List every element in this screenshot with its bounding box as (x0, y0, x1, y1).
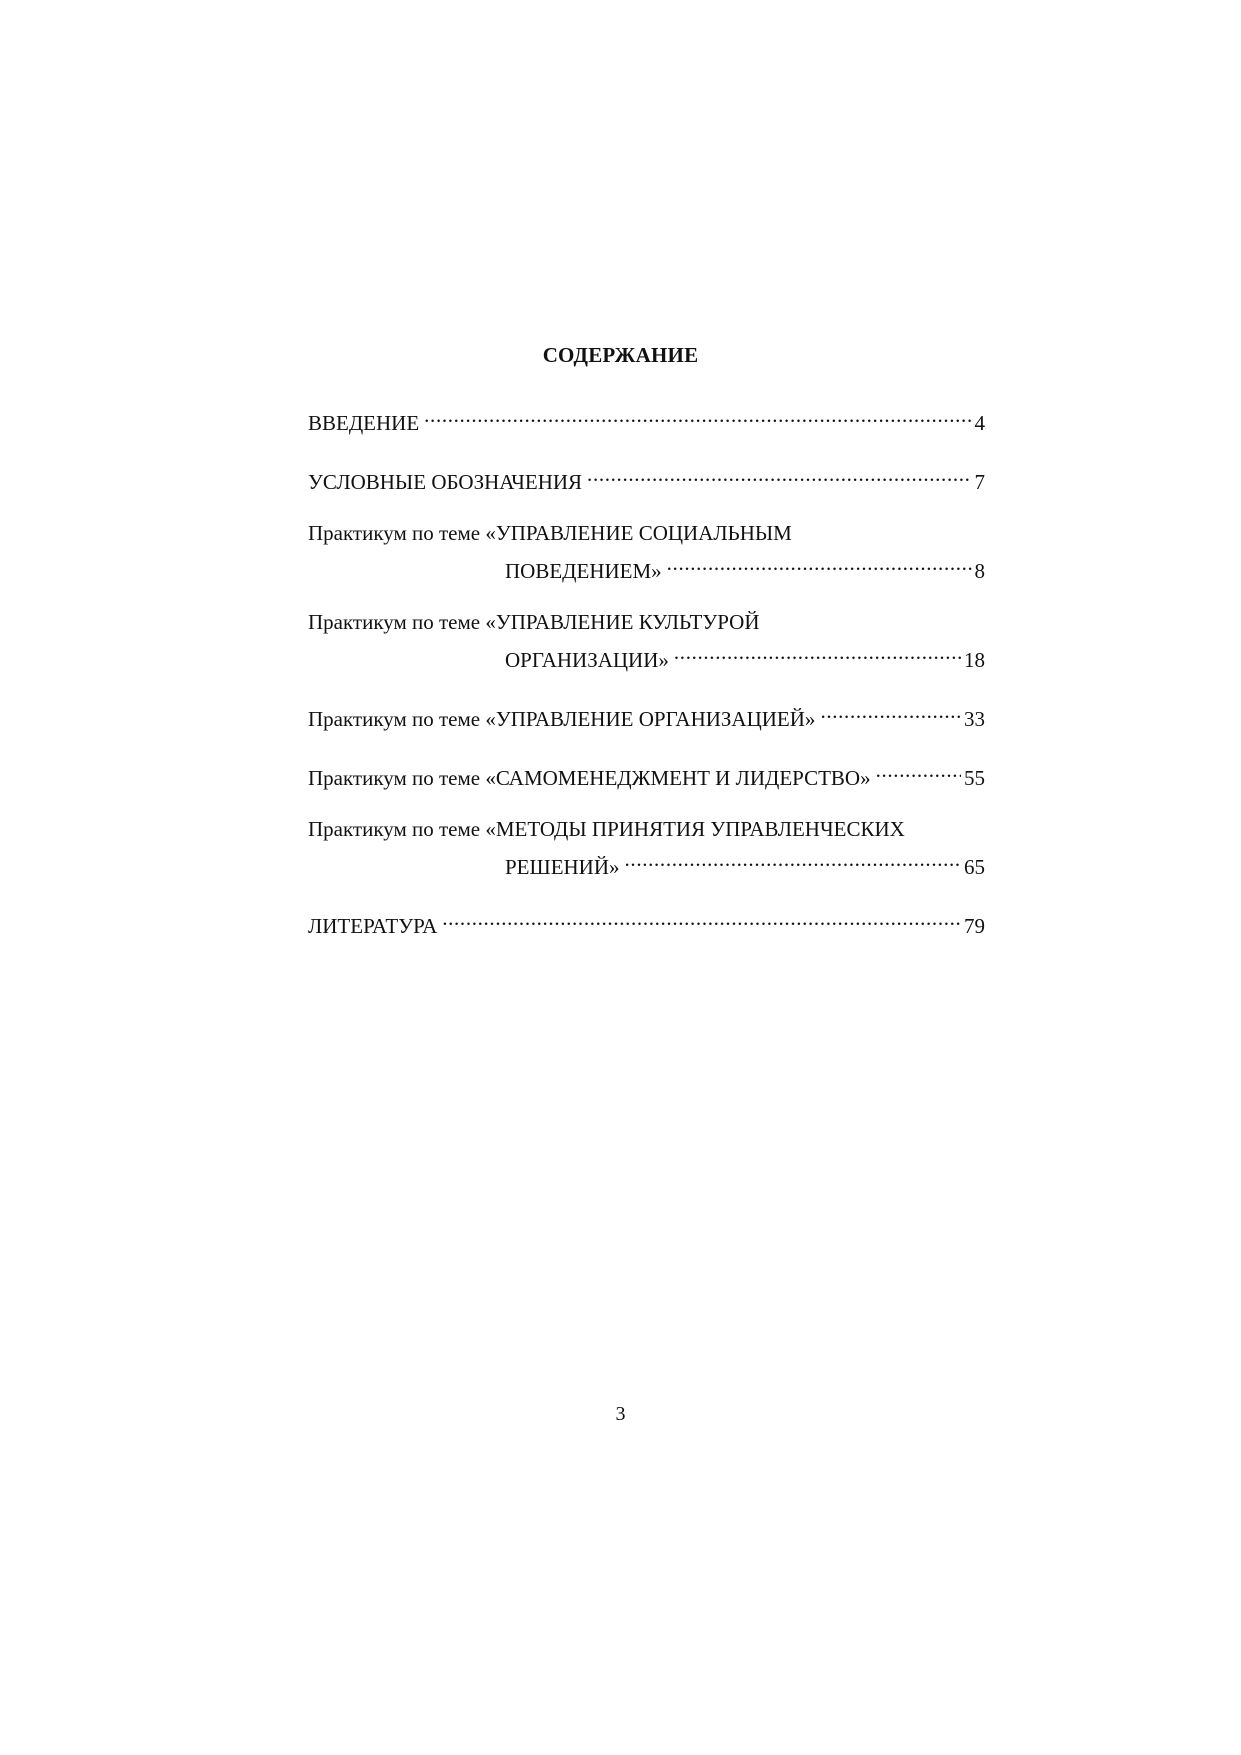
toc-entry-title-continued: ОРГАНИЗАЦИИ» (505, 648, 669, 672)
toc-entry-title: ЛИТЕРАТУРА (308, 914, 438, 938)
toc-entry-title: Практикум по теме «МЕТОДЫ ПРИНЯТИЯ УПРАВЛЕНЧЕСКИХ (308, 817, 905, 841)
toc-entry-decision-methods[interactable] (308, 814, 985, 879)
toc-line-continued (308, 637, 985, 672)
toc-page-number: 79 (964, 914, 985, 938)
toc-entry-literature[interactable] (308, 903, 985, 938)
toc-line (308, 607, 985, 637)
toc-line (308, 459, 985, 494)
toc-page-number: 65 (964, 855, 985, 879)
toc-line (308, 814, 985, 844)
dot-leader (442, 903, 961, 933)
toc-entry-self-management[interactable] (308, 755, 985, 790)
page-number: 3 (615, 1403, 626, 1425)
toc-entry-title: Практикум по теме «САМОМЕНЕДЖМЕНТ И ЛИДЕРСТВО» (308, 766, 871, 790)
toc-page-number: 55 (964, 766, 985, 790)
toc-entry-title: Практикум по теме «УПРАВЛЕНИЕ СОЦИАЛЬНЫМ (308, 521, 792, 545)
toc-entry-notation[interactable] (308, 459, 985, 494)
toc-entry-organization-management[interactable] (308, 696, 985, 731)
toc-line (308, 518, 985, 548)
table-of-contents (308, 400, 985, 962)
dot-leader (876, 755, 961, 785)
toc-entry-title: Практикум по теме «УПРАВЛЕНИЕ ОРГАНИЗАЦИЕЙ» (308, 707, 816, 731)
toc-line (308, 400, 985, 435)
toc-page-number: 4 (974, 411, 985, 435)
toc-entry-title: ВВЕДЕНИЕ (308, 411, 420, 435)
toc-entry-introduction[interactable] (308, 400, 985, 435)
dot-leader (625, 844, 961, 874)
toc-line-continued (308, 548, 985, 583)
toc-entry-title: УСЛОВНЫЕ ОБОЗНАЧЕНИЯ (308, 470, 583, 494)
toc-line (308, 903, 985, 938)
toc-entry-organization-culture[interactable] (308, 607, 985, 672)
toc-entry-title-continued: ПОВЕДЕНИЕМ» (505, 559, 662, 583)
dot-leader (667, 548, 972, 578)
dot-leader (587, 459, 971, 489)
toc-title: СОДЕРЖАНИЕ (542, 343, 699, 367)
toc-entry-title-continued: РЕШЕНИЙ» (505, 855, 620, 879)
toc-line-continued (308, 844, 985, 879)
toc-line (308, 696, 985, 731)
toc-page-number: 7 (974, 470, 985, 494)
toc-line (308, 755, 985, 790)
toc-page-number: 18 (964, 648, 985, 672)
toc-page-number: 8 (974, 559, 985, 583)
toc-entry-title: Практикум по теме «УПРАВЛЕНИЕ КУЛЬТУРОЙ (308, 610, 760, 634)
dot-leader (424, 400, 971, 430)
toc-page-number: 33 (964, 707, 985, 731)
toc-entry-social-behavior[interactable] (308, 518, 985, 583)
dot-leader (674, 637, 961, 667)
dot-leader (820, 696, 961, 726)
